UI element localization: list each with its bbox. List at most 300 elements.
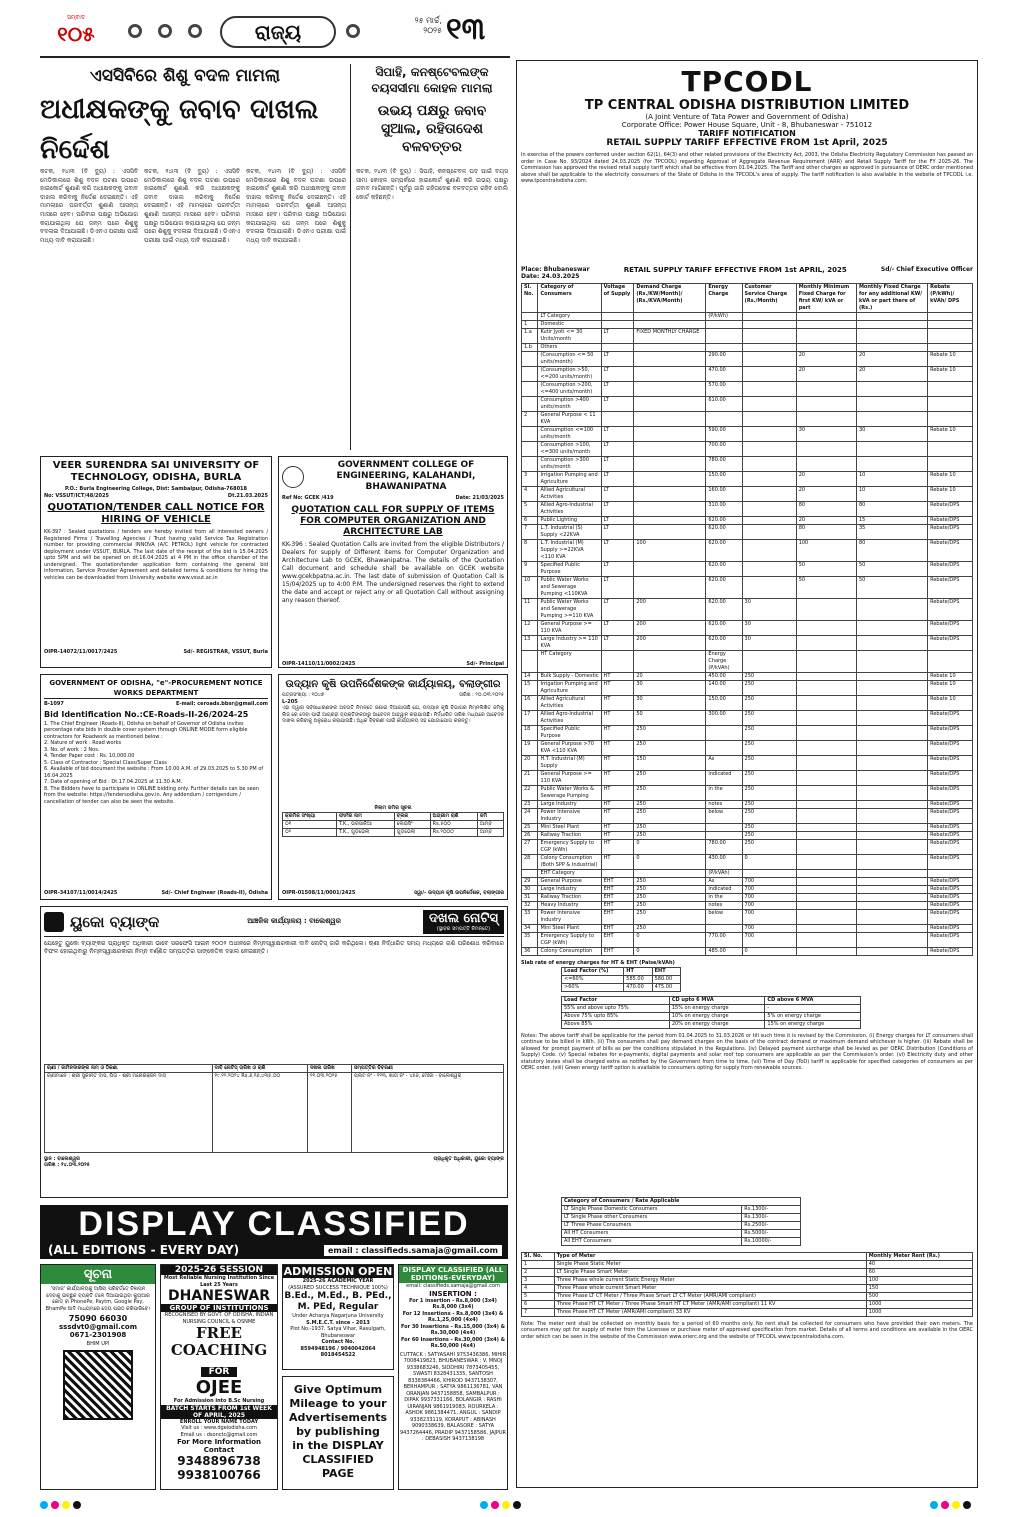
uco-possession-notice xyxy=(40,906,508,1198)
tariff-cell xyxy=(796,681,856,696)
tariff-cell: H.T. Industrial (M) Supply xyxy=(538,756,601,771)
table-row xyxy=(522,329,973,344)
tariff-col-header: Rebate (P/kWh)/ kVAh/ DPS xyxy=(928,284,973,313)
tariff-cell xyxy=(706,329,742,344)
tariff-cell: 14 xyxy=(522,673,538,681)
tariff-cell: 30 xyxy=(742,636,796,651)
tariff-cell xyxy=(856,673,927,681)
tariff-cell xyxy=(856,886,927,894)
uco-place: ସ୍ଥାନ : ବାଲେଶ୍ୱର xyxy=(44,1155,80,1162)
tariff-cell: 310.00 xyxy=(706,502,742,517)
tariff-cell: General Purpose >= 110 KVA xyxy=(538,621,601,636)
roads-title: GOVERNMENT OF ODISHA, "e"-PROCUREMENT NOTICE WORKS DEPARTMENT xyxy=(44,678,268,699)
table-row xyxy=(522,313,973,321)
tariff-cell: Rebate/DPS xyxy=(928,771,973,786)
ring-ornament-icon xyxy=(346,24,360,38)
tariff-cell: 250 xyxy=(742,771,796,786)
tariff-cell: General Purpose >70 KVA <110 KVA xyxy=(538,741,601,756)
tariff-cell: Rebate/DPS xyxy=(928,502,973,517)
tariff-cell xyxy=(796,902,856,910)
tariff-col-header: Monthly Minimum Fixed Charge for first KW/ kVA or part xyxy=(796,284,856,313)
tariff-cell: 80 xyxy=(856,540,927,562)
tariff-cell xyxy=(796,313,856,321)
logo-top-text: ସମ୍ବାଦ xyxy=(67,14,85,21)
tariff-cell xyxy=(796,878,856,886)
tariff-cell xyxy=(796,894,856,902)
tariff-cell xyxy=(856,711,927,726)
tariff-cell: 250 xyxy=(742,840,796,855)
ring-ornament-icon xyxy=(158,24,172,38)
dc-email: email : classifieds.samaja@gmail.com xyxy=(324,1245,502,1256)
tariff-cell: (Consumption <= 50 units/month) xyxy=(538,352,601,367)
tariff-cell: 620.00 xyxy=(706,517,742,525)
yellow-dot-icon xyxy=(502,1501,510,1509)
tariff-cell xyxy=(634,352,706,367)
tariff-cell: in the xyxy=(706,786,742,801)
tariff-cell xyxy=(601,412,634,427)
bolangir-title: ଉଦ୍ୟାନ କୃଷି ଉପନିର୍ଦ୍ଦେଶକଙ୍କ କାର୍ଯ୍ୟାଳୟ, ବଲାଙ୍ଗୀର xyxy=(285,679,501,690)
tariff-cell xyxy=(742,472,796,487)
table-row xyxy=(522,832,973,840)
table-row xyxy=(522,457,973,472)
tariff-cell xyxy=(742,525,796,540)
tpcodl-place: Place: Bhubaneswar xyxy=(521,266,590,273)
black-dot-icon xyxy=(963,1501,971,1509)
table-row xyxy=(522,801,973,809)
tariff-cell: 780.00 xyxy=(706,840,742,855)
table-row: >60% 470.00 475.00 xyxy=(562,983,681,991)
tariff-cell: Consumption <=100 units/month xyxy=(538,427,601,442)
tariff-cell: (Consumption >200, <=400 units/month) xyxy=(538,382,601,397)
tariff-cell: 1.b xyxy=(522,344,538,352)
tariff-cell: 20 xyxy=(796,472,856,487)
tariff-cell: 19 xyxy=(522,741,538,756)
table-row xyxy=(522,397,973,412)
tariff-cell: HT xyxy=(601,786,634,801)
tariff-cell: LT xyxy=(601,352,634,367)
tariff-cell: 36 xyxy=(522,948,538,956)
table-row xyxy=(522,878,973,886)
tariff-cell: Rebate/DPS xyxy=(928,832,973,840)
tariff-cell: Rebate/DPS xyxy=(928,948,973,956)
tariff-cell: HT xyxy=(601,771,634,786)
table-row xyxy=(522,442,973,457)
tariff-cell xyxy=(856,894,927,902)
admission-ad xyxy=(282,1264,394,1370)
black-dot-icon xyxy=(73,1501,81,1509)
dhaneswar-ojee: OJEE xyxy=(195,1377,243,1398)
tariff-cell xyxy=(634,321,706,329)
tariff-cell: General Purpose xyxy=(538,878,601,886)
tariff-cell: 250 xyxy=(634,902,706,910)
tariff-cell xyxy=(742,344,796,352)
tariff-cell: EHT xyxy=(601,925,634,933)
table-row xyxy=(522,870,973,878)
tariff-cell xyxy=(856,726,927,741)
tariff-cell xyxy=(634,517,706,525)
side-headline: ଉଭୟ ପକ୍ଷରୁ ଜବାବ ସୁଆଲ, ରହିତାଦେଶ ବଳବତ୍ତର xyxy=(377,103,487,155)
tariff-cell xyxy=(796,948,856,956)
tariff-cell xyxy=(856,382,927,397)
tariff-cell xyxy=(742,442,796,457)
tariff-cell xyxy=(796,870,856,878)
dc-title: DISPLAY CLASSIFIED xyxy=(78,1205,470,1243)
tariff-cell: Mini Steel Plant xyxy=(538,925,601,933)
table-row xyxy=(522,771,973,786)
tariff-cell xyxy=(928,651,973,673)
tariff-cell: 250 xyxy=(742,711,796,726)
cyan-dot-icon xyxy=(930,1501,938,1509)
tariff-cell: indicated xyxy=(706,771,742,786)
tariff-cell xyxy=(742,367,796,382)
tariff-cell: LT xyxy=(601,397,634,412)
tariff-cell: 250 xyxy=(742,801,796,809)
uco-notice-sub: (ସ୍ଥାବର ସମ୍ପତ୍ତି ନିମନ୍ତେ) xyxy=(436,926,491,932)
tariff-cell: 140.00 xyxy=(706,681,742,696)
tariff-cell xyxy=(796,397,856,412)
tariff-cell: Rebate 10 xyxy=(928,352,973,367)
black-dot-icon xyxy=(513,1501,521,1509)
tariff-cell: 22 xyxy=(522,786,538,801)
tariff-cell xyxy=(796,855,856,870)
tariff-cell xyxy=(856,442,927,457)
header-rule xyxy=(40,56,510,58)
dc-rates-email: email: classifieds.samaja@gmail.com xyxy=(406,1283,500,1289)
dc-rates-box xyxy=(398,1264,508,1490)
tariff-cell xyxy=(522,382,538,397)
tariff-table xyxy=(521,283,973,956)
tpcodl-name: TP CENTRAL ODISHA DISTRIBUTION LIMITED xyxy=(584,98,910,113)
tariff-cell: Rebate/DPS xyxy=(928,636,973,651)
tariff-cell: 250 xyxy=(634,801,706,809)
tariff-cell xyxy=(706,824,742,832)
tariff-cell: (P/kVAh) xyxy=(706,870,742,878)
tariff-cell: 250 xyxy=(742,696,796,711)
tariff-cell xyxy=(928,397,973,412)
table-row: Above 75% upto 85% 10% on energy charge 5% on energy charge xyxy=(562,1012,861,1020)
tariff-cell xyxy=(856,756,927,771)
tariff-cell xyxy=(522,427,538,442)
table-row xyxy=(522,577,973,599)
tariff-cell: 50 xyxy=(796,577,856,599)
tariff-cell: As xyxy=(706,878,742,886)
bolangir-ref: L-205 xyxy=(282,698,298,705)
dc-rate-3: For 30 Insertions - Rs.15,000 (3x4) & Rs.30,000 (4x4) xyxy=(400,1323,506,1336)
tariff-cell xyxy=(706,832,742,840)
tariff-cell: 27 xyxy=(522,840,538,855)
side-story-head xyxy=(356,64,508,162)
table-row xyxy=(522,599,973,621)
tariff-cell xyxy=(796,756,856,771)
tariff-cell: Rebate 10 xyxy=(928,367,973,382)
tariff-cell xyxy=(856,696,927,711)
tariff-cell: Consumption >300 units/month xyxy=(538,457,601,472)
tariff-cell xyxy=(742,502,796,517)
tariff-cell xyxy=(742,562,796,577)
tariff-cell: 8 xyxy=(522,540,538,562)
tariff-cell: 30 xyxy=(742,599,796,621)
tariff-cell: HT xyxy=(601,756,634,771)
bolangir-table: କ୍ରମିକ ସଂଖ୍ୟା ଫାର୍ମର ନାମ ବ୍ଲକ ଅଗ୍ରୀମ ରାଶି ଜମି ୦୧ T.K., ଭରସାକିଆ ଲୋଇସିଂ Rs.୫୦୦ ଆମ୍ବ ୦୨ T.K., ଗୁଡ଼ଭେଲା ଗୁଡ଼ଭେଲା Rs.୨୦୦୦ ଆମ୍ବ xyxy=(282,812,504,837)
tariff-cell xyxy=(742,540,796,562)
tariff-cell: 250 xyxy=(634,786,706,801)
tariff-cell: 250 xyxy=(634,894,706,902)
tariff-cell: LT xyxy=(601,621,634,636)
tariff-cell: 250 xyxy=(634,824,706,832)
tariff-cell xyxy=(856,840,927,855)
tariff-cell: Rebate/DPS xyxy=(928,562,973,577)
tariff-cell xyxy=(634,382,706,397)
tariff-cell: FIXED MONTHLY CHARGE xyxy=(634,329,706,344)
tariff-cell: 250 xyxy=(634,832,706,840)
table-row: 1 Single Phase Static Meter 40 xyxy=(522,1260,973,1268)
suchana-box xyxy=(40,1264,156,1490)
tariff-cell xyxy=(856,397,927,412)
tariff-cell: 20 xyxy=(634,673,706,681)
tariff-cell: 100 xyxy=(634,540,706,562)
dhaneswar-name: DHANESWAR xyxy=(168,1288,270,1304)
lead-body-col3: କଟକ, ୨୪ା୩ (ବି ବ୍ୟୁ) : ଏସସିବି ମେଡିକାଲରେ ଶିଶୁ ବଦଳ ଘଟଣା ଉପରେ ହାଇକୋର୍ଟ ଶୁଣାଣି କରି ଅଧୀକ୍ଷକଙ୍କୁ ଜବାବ ଦାଖଲ କରିବାକୁ ନିର୍ଦ୍ଦେଶ ଦେଇଛନ୍ତି। ଏହି ମାମଲାରେ ପରବର୍ତ୍ତୀ ଶୁଣାଣି ଆସନ୍ତା ମାସରେ ହେବ। ପରିବାର ପକ୍ଷରୁ ଅଭିଯୋଗ କରାଯାଇଥିଲା ଯେ ଜନ୍ମ ପରେ ଶିଶୁକୁ ବଦଳାଇ ଦିଆଯାଇଛି। ଡିଏନଏ ପରୀକ୍ଷା ପାଇଁ ମଧ୍ୟ ଦାବି କରାଯାଇଛି। xyxy=(246,168,346,244)
tariff-cell: 20 xyxy=(796,352,856,367)
tariff-cell: Rebate 10 xyxy=(928,427,973,442)
load-factor-table: Load Factor CD upto 6 MVA CD above 6 MVA 55% and above upto 75% 15% on energy charge - Above 75% upto 85% 10% on energy charge 5% on energy charge Above 85% 20% on energy charge 15% on energy charge xyxy=(561,996,861,1029)
tariff-cell: 34 xyxy=(522,925,538,933)
tariff-cell: notes xyxy=(706,902,742,910)
tariff-cell: 250 xyxy=(742,756,796,771)
tariff-cell: 570.00 xyxy=(706,382,742,397)
tariff-cell: 250 xyxy=(634,726,706,741)
tariff-cell: 32 xyxy=(522,902,538,910)
dc-subtitle: (ALL EDITIONS - EVERY DAY) xyxy=(48,1243,240,1257)
tariff-cell xyxy=(601,344,634,352)
tariff-cell: 300.00 xyxy=(706,711,742,726)
dhaneswar-free: FREE COACHING xyxy=(170,1324,268,1359)
dhaneswar-tagline: Most Reliable Nursing Institution Since Last 25 Years xyxy=(163,1275,275,1288)
tariff-cell: HT Category xyxy=(538,651,601,673)
tariff-cell: Rebate/DPS xyxy=(928,855,973,870)
tariff-cell xyxy=(601,313,634,321)
tariff-cell xyxy=(928,412,973,427)
admission-smect: S.M.E.C.T. since - 2013 xyxy=(306,1319,370,1326)
tariff-cell: 35 xyxy=(856,525,927,540)
dhaneswar-contact: For More Information Contact xyxy=(176,1438,262,1454)
roads-email: E-mail: ceroads.bbsr@gmail.com xyxy=(175,701,268,707)
dhaneswar-batch: BATCH STARTS FROM 1st WEEK OF APRIL, 2025 xyxy=(161,1405,277,1419)
tariff-cell: 290.00 xyxy=(706,352,742,367)
tariff-cell: LT xyxy=(601,442,634,457)
tariff-cell: 13 xyxy=(522,636,538,651)
tariff-cell: 50 xyxy=(634,711,706,726)
tariff-cell: 250 xyxy=(634,741,706,756)
tariff-cell xyxy=(796,636,856,651)
table-row xyxy=(522,502,973,517)
vssut-notice-title: QUOTATION/TENDER CALL NOTICE FOR HIRING OF VEHICLE xyxy=(47,502,265,525)
tariff-cell xyxy=(796,840,856,855)
tariff-cell xyxy=(796,786,856,801)
tariff-cell: HT xyxy=(601,801,634,809)
roads-eprocurement-notice xyxy=(40,674,272,900)
tariff-cell: Public Water Works and Sewerage Pumping >=110 KVA xyxy=(538,599,601,621)
tariff-cell: HT xyxy=(601,711,634,726)
tariff-cell: Rebate/DPS xyxy=(928,840,973,855)
tariff-cell: EHT xyxy=(601,933,634,948)
display-classified-banner xyxy=(40,1205,508,1259)
tariff-cell xyxy=(856,925,927,933)
tariff-cell: EHT xyxy=(601,878,634,886)
tariff-cell: 250 xyxy=(634,925,706,933)
table-row xyxy=(522,726,973,741)
tariff-cell: below xyxy=(706,809,742,824)
dhaneswar-ad xyxy=(160,1264,278,1490)
admission-univ: Under Acharya Nagarjuna University xyxy=(292,1313,384,1319)
tariff-cell: 200 xyxy=(634,599,706,621)
tariff-cell: EHT xyxy=(601,886,634,894)
tariff-cell: LT xyxy=(601,577,634,599)
tariff-cell xyxy=(601,321,634,329)
admission-phones: 8594948196 / 9040042064 8018454522 xyxy=(300,1345,376,1358)
registration-marks-left xyxy=(40,1494,84,1506)
tariff-cell xyxy=(634,313,706,321)
table-row xyxy=(522,344,973,352)
vssut-signature: Sd/- REGISTRAR, VSSUT, Burla xyxy=(183,649,268,655)
dc-rate-4: For 60 Insertions - Rs.30,000 (3x4) & Rs.50,000 (4x4) xyxy=(400,1336,506,1349)
tariff-cell: 31 xyxy=(522,894,538,902)
tariff-cell: 18 xyxy=(522,726,538,741)
dhaneswar-admission: For Admission into B.Sc Nursing xyxy=(173,1398,265,1404)
tariff-cell: Rebate/DPS xyxy=(928,540,973,562)
tariff-cell xyxy=(601,870,634,878)
tariff-cell: 620.00 xyxy=(706,621,742,636)
tariff-cell: L.T. Industrial (S) Supply <22KVA xyxy=(538,525,601,540)
dhaneswar-enroll: ENROLL YOUR NAME TODAY xyxy=(179,1418,259,1425)
tariff-cell: Rebate 10 xyxy=(928,696,973,711)
tariff-col-header: Customer Service Charge (Rs./Month) xyxy=(742,284,796,313)
tariff-cell: 160.00 xyxy=(706,487,742,502)
tariff-cell: (P/kWh) xyxy=(706,313,742,321)
tariff-cell: Rebate/DPS xyxy=(928,894,973,902)
tpcodl-logo: TPCODL xyxy=(681,65,813,98)
tariff-cell: 700 xyxy=(742,878,796,886)
tariff-cell xyxy=(856,329,927,344)
table-row: <=60% 585.00 580.00 xyxy=(562,975,681,983)
tariff-cell: 770.00 xyxy=(706,933,742,948)
tariff-cell xyxy=(856,948,927,956)
tariff-cell: 15 xyxy=(856,517,927,525)
tariff-cell xyxy=(856,457,927,472)
tariff-cell: 35 xyxy=(522,933,538,948)
tariff-cell xyxy=(856,832,927,840)
tariff-cell: EHT xyxy=(601,894,634,902)
tariff-cell: HT xyxy=(601,673,634,681)
tariff-cell: 250 xyxy=(634,878,706,886)
tariff-cell: 24 xyxy=(522,809,538,824)
lead-body-col1: କଟକ, ୨୪ା୩ (ବି ବ୍ୟୁ) : ଏସସିବି ମେଡିକାଲରେ ଶିଶୁ ବଦଳ ଘଟଣା ଉପରେ ହାଇକୋର୍ଟ ଶୁଣାଣି କରି ଅଧୀକ୍ଷକଙ୍କୁ ଜବାବ ଦାଖଲ କରିବାକୁ ନିର୍ଦ୍ଦେଶ ଦେଇଛନ୍ତି। ଏହି ମାମଲାରେ ପରବର୍ତ୍ତୀ ଶୁଣାଣି ଆସନ୍ତା ମାସରେ ହେବ। ପରିବାର ପକ୍ଷରୁ ଅଭିଯୋଗ କରାଯାଇଥିଲା ଯେ ଜନ୍ମ ପରେ ଶିଶୁକୁ ବଦଳାଇ ଦିଆଯାଇଛି। ଡିଏନଏ ପରୀକ୍ଷା ପାଇଁ ମଧ୍ୟ ଦାବି କରାଯାଇଛି। xyxy=(40,168,138,244)
tariff-cell: LT xyxy=(601,517,634,525)
tariff-cell xyxy=(522,313,538,321)
dc-rates-offices: CUTTACK : SATYASAHI 9753436386, MIHIR 7008419823, BHUBANESWAR : V. MNOJ 9338683246, SIDDHIRI 7873405455, SWASTI 8328431335, SANTOSH 8338384466, KHIROD 9437138307, BERHAMPUR : SATYA 9861136781, VAN ORANJAN 9437158858, SAMBALPUR : DIPAK 9937331166, BOLANGIR : RASHI UIRANJAN 9861919083, ROURKELA : ASHOK 9861384471, ANGUL : SANDIP 9338233119, KORAPUT : ABINASH 9090338639, BALASORE : SATYA 9437264446, PRADIP 9437158586, JAJPUR : DEBASISH 9437138198 xyxy=(399,1351,507,1442)
tariff-cell: HT xyxy=(601,824,634,832)
tariff-cell: LT xyxy=(601,540,634,562)
uco-notice-title: ଦଖଲ ନୋଟିସ୍ xyxy=(429,911,498,926)
tariff-cell xyxy=(928,313,973,321)
tariff-cell: 430.00 xyxy=(706,855,742,870)
vssut-body: KK-397 : Sealed quotations / tenders are hereby invited from all interested owners / Registered Firms / Travelling Agencies / Trust having valid Service Tax Registration number for providing commercial INNOVA (A/C PETROL) light vehicle for contracted deployment under VSSUT, BURLA. The last date of the receipt of the bid is 15.04.2025 upto 5PM and will be opened on dt.16.04.2025 at 4 PM in the office chamber of the undersigned. The quotation/tender application form containing the general bid information, Service Provider Agreement and detailed terms & conditions for hiring the vehicles can be downloaded from University website www.vssut.ac.in xyxy=(44,529,268,581)
tpcodl-effective: RETAIL SUPPLY TARIFF EFFECTIVE FROM 1st April, 2025 xyxy=(606,138,888,148)
vssut-date: Dt.21.03.2025 xyxy=(227,492,268,499)
tariff-cell: 470.00 xyxy=(706,367,742,382)
tariff-cell: 17 xyxy=(522,711,538,726)
table-row: Above 85% 20% on energy charge 15% on energy charge xyxy=(562,1020,861,1028)
vssut-footer-ref: OIPR-14072/11/0017/2425 xyxy=(44,649,118,655)
tariff-cell: 29 xyxy=(522,878,538,886)
tariff-cell: Rebate/DPS xyxy=(928,824,973,832)
tariff-col-header: Monthly Fixed Charge for any additional KW/ kVA or part there of (Rs.) xyxy=(856,284,927,313)
tariff-cell: 16 xyxy=(522,696,538,711)
tariff-cell: 250 xyxy=(742,832,796,840)
bolangir-table-title: ନିଲାମ ଜମିର ସୂଚନା xyxy=(374,805,412,811)
lead-headline: ଅଧୀକ୍ଷକଙ୍କୁ ଜବାବ ଦାଖଲ ନିର୍ଦ୍ଦେଶ xyxy=(40,94,319,165)
table-row: ୦୧ T.K., ଭରସାକିଆ ଲୋଇସିଂ Rs.୫୦୦ ଆମ୍ବ xyxy=(283,820,504,828)
tariff-cell: 20 xyxy=(796,517,856,525)
tariff-cell: HT xyxy=(601,832,634,840)
tariff-cell xyxy=(634,651,706,673)
tariff-cell: Irrigation Pumping and Agriculture xyxy=(538,472,601,487)
tariff-cell xyxy=(634,427,706,442)
tariff-cell: EHT xyxy=(601,910,634,925)
dhaneswar-group: GROUP OF INSTITUTIONS xyxy=(161,1304,277,1312)
meter-rent-table: Sl. No. Type of Meter Monthly Meter Rent (Rs.) 1 Single Phase Static Meter 40 2 LT Single Phase Smart Meter 60 3 Three Phase whole current Static Energy Meter 100 4 Three Phase whole current Smart Meter 150 5 Three Phase LT CT Meter / Three Phase Smart LT CT Meter (AMR/AMI compliant) 500 6 Three Phase HT CT Meter / Three Phase Smart HT CT Meter (AMR/AMI compliant) 11 KV 1000 7 Three Phase HT CT Meter (AMR/AMI compliant) 33 KV 1000 xyxy=(521,1252,973,1317)
tariff-col-header: Energy Charge xyxy=(706,284,742,313)
tariff-cell xyxy=(856,801,927,809)
tariff-cell xyxy=(856,771,927,786)
dhaneswar-phone1: 9348896738 xyxy=(177,1454,261,1468)
table-row xyxy=(522,756,973,771)
tariff-cell: 80 xyxy=(796,502,856,517)
tariff-cell: Rebate/DPS xyxy=(928,756,973,771)
tariff-cell: 100 xyxy=(796,540,856,562)
logo-number: ୧୦୫ xyxy=(57,22,95,46)
side-kicker: ସିପାହି, କନଷ୍ଟେବଲଙ୍କ ବୟସସୀମା କୋହଳ ମାମଲା xyxy=(371,65,493,95)
tariff-cell xyxy=(634,562,706,577)
ring-ornament-icon xyxy=(188,24,202,38)
table-row: 6 Three Phase HT CT Meter / Three Phase Smart HT CT Meter (AMR/AMI compliant) 11 KV 1000 xyxy=(522,1300,973,1308)
tpcodl-table-title: RETAIL SUPPLY TARIFF EFFECTIVE FROM 1st APRIL, 2025 xyxy=(623,266,847,274)
dhaneswar-session: 2025-26 SESSION xyxy=(161,1265,277,1275)
tariff-cell: 250 xyxy=(742,809,796,824)
tariff-cell xyxy=(522,397,538,412)
tariff-cell: 700 xyxy=(742,933,796,948)
tariff-cell xyxy=(706,321,742,329)
bolangir-body: ଏହା ଦ୍ୱାରା ସର୍ବସାଧାରଣଙ୍କ ଅବଗତି ନିମନ୍ତେ ଜଣାଇ ଦିଆଯାଉଛି ଯେ, ଉଦ୍ୟାନ କୃଷି ବିଭାଗର ନିମ୍ନଲିଖିତ ଜମିକୁ ଲିଜ୍ ରେ ଦେବା ପାଇଁ ଆଗ୍ରହୀ ବ୍ୟକ୍ତିଙ୍କଠାରୁ ଆବେଦନ ଆହ୍ୱାନ କରାଯାଉଛି। ନିର୍ଦ୍ଧାରିତ ତାରିଖ ମଧ୍ୟରେ ଆବେଦନ ଦାଖଲ କରିବାକୁ ଅନୁରୋଧ କରାଯାଉଛି। ଅଧିକ ବିବରଣୀ ପାଇଁ କାର୍ଯ୍ୟାଳୟ ସହ ଯୋଗାଯୋଗ କରନ୍ତୁ। xyxy=(282,705,504,724)
tariff-cell: Rebate/DPS xyxy=(928,726,973,741)
tariff-cell: LT xyxy=(601,329,634,344)
tariff-cell xyxy=(856,344,927,352)
admission-contact: Contact No. xyxy=(321,1339,355,1345)
tariff-notes: Notes: The above tariff shall be applicable for the period from 01.04.2025 to 31.03.2026 or till such time it is revised by the Commission. (i) Energy charges for LT consumers shall continue to be billed in kWh. (ii) The consumers shall pay demand charges on the basis of the contract demand or maximum demand whichever is higher. (iii) Rebate shall be allowed for prompt payment of bills as per the conditions stipulated in the Regulations. (iv) Delayed payment surcharge shall be levied as per OERC Distribution (Conditions of Supply) Code. (v) Special rebates for e-payments, digital payments and solar roof top consumers are applicable as per the Commission's order. (vi) Electricity duty and other statutory levies shall be charged extra as notified by the Government from time to time. (vii) Time of Day (ToD) tariff is applicable for specified categories of consumers as per OERC order. (viii) Green energy tariff option is available to consumers opting for supply from renewable sources. xyxy=(521,1032,973,1071)
column-divider xyxy=(350,64,351,450)
tariff-cell: 30 xyxy=(742,621,796,636)
tariff-cell xyxy=(742,427,796,442)
tariff-cell: 26 xyxy=(522,832,538,840)
tariff-bottom-notes: Note: The meter rent shall be collected on monthly basis for a period of 60 months only. No rent shall be collected for consumers who have provided their own meters. The consumers may opt for supply of meter from the Licensee or purchase meter of approved specification from market. Details of all terms and conditions are available in the OERC order which can be seen in the website of the Commission www.orierc.org and the website of TPCODL www.tpcentralodisha.com. xyxy=(521,1320,973,1340)
tariff-cell xyxy=(634,525,706,540)
suchana-body: 'ସମାଜ' କାର୍ଯ୍ୟାଳୟକୁ ଆସିବା ପରିବର୍ତ୍ତେ ବିଜ୍ଞାପନ ଦେବାକୁ ଇଚ୍ଛୁକ ବ୍ୟକ୍ତି ତଳେ ଦିଆଯାଇଥିବା କ୍ୟୁଆର କୋଡ୍ ବା PhonePe, Paytm, Google Pay, BhamPe ଆଦି ମାଧ୍ୟମରେ ଦେୟ ପଇଠ କରିପାରିବେ। xyxy=(45,1286,151,1312)
tariff-cell: 10 xyxy=(856,472,927,487)
tariff-cell: 700.00 xyxy=(706,442,742,457)
tariff-cell: 20 xyxy=(796,367,856,382)
table-row xyxy=(522,472,973,487)
tariff-cell: 6 xyxy=(522,517,538,525)
